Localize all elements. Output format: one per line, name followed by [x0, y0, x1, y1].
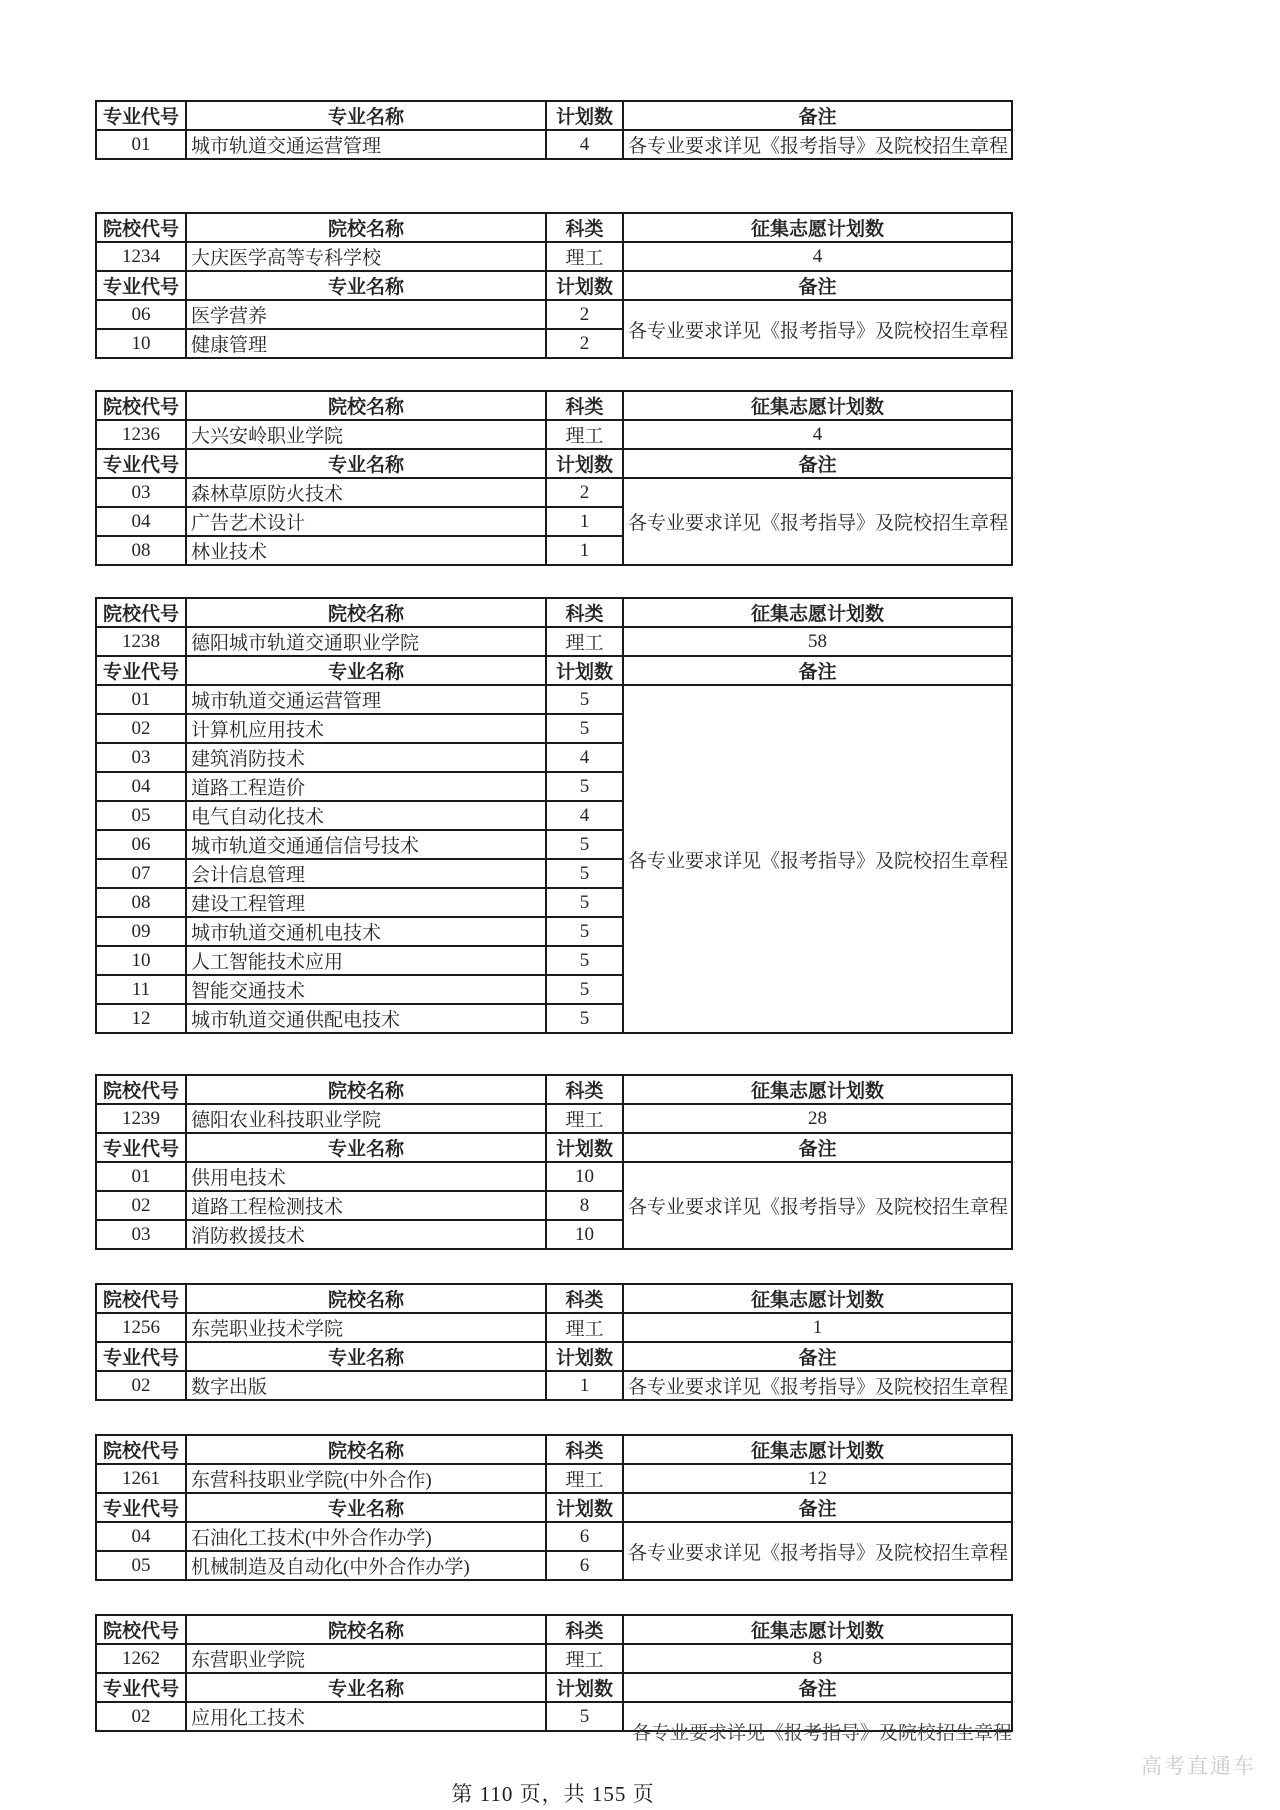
college-code-header: 院校代号: [96, 391, 186, 420]
major-header-row: [96, 1133, 1012, 1162]
college-name-header: 院校名称: [186, 1435, 546, 1464]
major-code-cell: 03: [96, 1220, 186, 1249]
college-name-cell: 大兴安岭职业学院: [186, 420, 546, 449]
collect-plan-cell: 4: [623, 420, 1012, 449]
subject-header: 科类: [546, 1284, 623, 1313]
major-code-cell: 03: [96, 743, 186, 772]
remark-cell: 各专业要求详见《报考指导》及院校招生章程: [623, 685, 1012, 1033]
collect-plan-header: 征集志愿计划数: [623, 1075, 1012, 1104]
subject-header: 科类: [546, 598, 623, 627]
major-name-cell: 建筑消防技术: [186, 743, 546, 772]
major-name-header: 专业名称: [186, 656, 546, 685]
major-header-row: [96, 271, 1012, 300]
college-code-header: 院校代号: [96, 1284, 186, 1313]
plan-cell: 1: [546, 507, 623, 536]
plan-cell: 5: [546, 830, 623, 859]
remark-header: 备注: [623, 271, 1012, 300]
major-code-cell: 11: [96, 975, 186, 1004]
plan-cell: 6: [546, 1522, 623, 1551]
plan-cell: 8: [546, 1191, 623, 1220]
major-code-cell: 03: [96, 478, 186, 507]
college-name-header: 院校名称: [186, 391, 546, 420]
college-table-1261: [95, 1434, 1013, 1581]
plan-cell: 2: [546, 478, 623, 507]
remark-header: 备注: [623, 1493, 1012, 1522]
major-name-header: 专业名称: [186, 101, 546, 130]
plan-cell: 5: [546, 975, 623, 1004]
plan-header: 计划数: [546, 1133, 623, 1162]
major-name-cell: 电气自动化技术: [186, 801, 546, 830]
plan-cell: 1: [546, 536, 623, 565]
major-row: [96, 478, 1012, 507]
college-header-row: [96, 1435, 1012, 1464]
major-code-header: 专业代号: [96, 656, 186, 685]
plan-cell: 5: [546, 1004, 623, 1033]
remark-text-clipped: 各专业要求详见《报考指导》及院校招生章程: [632, 1723, 1013, 1744]
major-code-cell: 04: [96, 1522, 186, 1551]
major-code-cell: 02: [96, 1371, 186, 1400]
major-name-cell: 建设工程管理: [186, 888, 546, 917]
major-code-cell: 05: [96, 801, 186, 830]
college-code-cell: 1261: [96, 1464, 186, 1493]
major-name-header: 专业名称: [186, 271, 546, 300]
plan-cell: 5: [546, 714, 623, 743]
college-info-row: [96, 627, 1012, 656]
subject-cell: 理工: [546, 1644, 623, 1673]
major-code-header: 专业代号: [96, 1133, 186, 1162]
major-header-row: [96, 449, 1012, 478]
major-header-row: [96, 101, 1012, 130]
remark-header: 备注: [623, 101, 1012, 130]
remark-cell-clipped: [623, 1702, 1013, 1744]
plan-cell: 5: [546, 888, 623, 917]
collect-plan-header: 征集志愿计划数: [623, 598, 1012, 627]
major-name-cell: 城市轨道交通供配电技术: [186, 1004, 546, 1033]
major-name-cell: 石油化工技术(中外合作办学): [186, 1522, 546, 1551]
college-info-row: [96, 1104, 1012, 1133]
college-name-cell: 东营科技职业学院(中外合作): [186, 1464, 546, 1493]
major-name-cell: 计算机应用技术: [186, 714, 546, 743]
major-code-cell: 10: [96, 329, 186, 358]
remark-cell: 各专业要求详见《报考指导》及院校招生章程: [623, 130, 1012, 159]
plan-cell: 10: [546, 1162, 623, 1191]
major-row: [96, 685, 1012, 714]
remark-cell: 各专业要求详见《报考指导》及院校招生章程: [623, 1522, 1012, 1580]
remark-cell: 各专业要求详见《报考指导》及院校招生章程: [623, 478, 1012, 565]
subject-header: 科类: [546, 1435, 623, 1464]
plan-cell: 5: [546, 772, 623, 801]
subject-header: 科类: [546, 1075, 623, 1104]
college-name-cell: 东莞职业技术学院: [186, 1313, 546, 1342]
major-name-cell: 城市轨道交通通信信号技术: [186, 830, 546, 859]
major-header-row: [96, 656, 1012, 685]
college-code-header: 院校代号: [96, 213, 186, 242]
collect-plan-header: 征集志愿计划数: [623, 1284, 1012, 1313]
college-code-cell: 1234: [96, 242, 186, 271]
major-name-cell: 机械制造及自动化(中外合作办学): [186, 1551, 546, 1580]
major-name-header: 专业名称: [186, 1342, 546, 1371]
major-code-header: 专业代号: [96, 271, 186, 300]
major-row: [96, 1522, 1012, 1551]
college-code-cell: 1239: [96, 1104, 186, 1133]
college-name-header: 院校名称: [186, 1615, 546, 1644]
major-name-cell: 人工智能技术应用: [186, 946, 546, 975]
plan-cell: 4: [546, 130, 623, 159]
college-name-header: 院校名称: [186, 598, 546, 627]
plan-cell: 5: [546, 685, 623, 714]
plan-cell: 5: [546, 946, 623, 975]
watermark: 高考直通车: [1141, 1754, 1256, 1778]
college-name-header: 院校名称: [186, 1284, 546, 1313]
college-code-cell: 1238: [96, 627, 186, 656]
college-info-row: [96, 420, 1012, 449]
major-name-header: 专业名称: [186, 1673, 546, 1702]
collect-plan-cell: 4: [623, 242, 1012, 271]
plan-cell: 2: [546, 300, 623, 329]
college-table-1238: [95, 597, 1013, 1034]
major-row: [96, 1702, 1012, 1731]
plan-cell: 4: [546, 801, 623, 830]
major-name-cell: 城市轨道交通运营管理: [186, 130, 546, 159]
remark-header: 备注: [623, 1342, 1012, 1371]
plan-cell: 2: [546, 329, 623, 358]
collect-plan-cell: 12: [623, 1464, 1012, 1493]
plan-header: 计划数: [546, 449, 623, 478]
collect-plan-header: 征集志愿计划数: [623, 1435, 1012, 1464]
college-name-cell: 德阳农业科技职业学院: [186, 1104, 546, 1133]
major-code-cell: 10: [96, 946, 186, 975]
subject-cell: 理工: [546, 420, 623, 449]
major-header-row: [96, 1342, 1012, 1371]
collect-plan-cell: 8: [623, 1644, 1012, 1673]
college-name-cell: 德阳城市轨道交通职业学院: [186, 627, 546, 656]
plan-cell: 10: [546, 1220, 623, 1249]
continuation-major-table: [95, 100, 1013, 160]
page-number-footer: 第 110 页，共 155 页: [451, 1782, 655, 1806]
college-name-header: 院校名称: [186, 213, 546, 242]
major-name-cell: 城市轨道交通机电技术: [186, 917, 546, 946]
remark-header: 备注: [623, 656, 1012, 685]
subject-header: 科类: [546, 213, 623, 242]
major-name-header: 专业名称: [186, 449, 546, 478]
major-code-cell: 08: [96, 888, 186, 917]
collect-plan-header: 征集志愿计划数: [623, 213, 1012, 242]
major-row: [96, 1371, 1012, 1400]
college-info-row: [96, 1644, 1012, 1673]
major-code-header: 专业代号: [96, 101, 186, 130]
plan-cell: 6: [546, 1551, 623, 1580]
college-table-1262: [95, 1614, 1013, 1744]
college-header-row: [96, 1075, 1012, 1104]
remark-cell: 各专业要求详见《报考指导》及院校招生章程: [623, 1371, 1012, 1400]
plan-header: 计划数: [546, 1342, 623, 1371]
major-name-cell: 道路工程检测技术: [186, 1191, 546, 1220]
plan-cell: 4: [546, 743, 623, 772]
major-name-cell: 会计信息管理: [186, 859, 546, 888]
college-info-row: [96, 1313, 1012, 1342]
major-name-cell: 医学营养: [186, 300, 546, 329]
college-name-header: 院校名称: [186, 1075, 546, 1104]
major-row: [96, 1162, 1012, 1191]
college-header-row: [96, 391, 1012, 420]
major-code-cell: 07: [96, 859, 186, 888]
plan-header: 计划数: [546, 1673, 623, 1702]
major-name-cell: 数字出版: [186, 1371, 546, 1400]
major-code-header: 专业代号: [96, 1493, 186, 1522]
major-name-header: 专业名称: [186, 1133, 546, 1162]
college-table-1236: [95, 390, 1013, 566]
major-code-cell: 05: [96, 1551, 186, 1580]
major-code-cell: 01: [96, 130, 186, 159]
college-table-1234: [95, 212, 1013, 359]
subject-cell: 理工: [546, 1104, 623, 1133]
major-name-cell: 供用电技术: [186, 1162, 546, 1191]
remark-header: 备注: [623, 1673, 1012, 1702]
plan-cell: 5: [546, 917, 623, 946]
major-name-cell: 智能交通技术: [186, 975, 546, 1004]
major-code-cell: 01: [96, 1162, 186, 1191]
major-code-cell: 01: [96, 685, 186, 714]
major-code-cell: 08: [96, 536, 186, 565]
plan-header: 计划数: [546, 101, 623, 130]
major-name-cell: 健康管理: [186, 329, 546, 358]
college-code-cell: 1256: [96, 1313, 186, 1342]
college-code-header: 院校代号: [96, 1435, 186, 1464]
plan-header: 计划数: [546, 656, 623, 685]
major-code-header: 专业代号: [96, 449, 186, 478]
plan-cell: 5: [546, 859, 623, 888]
major-code-cell: 02: [96, 1702, 186, 1731]
plan-cell: 1: [546, 1371, 623, 1400]
college-code-header: 院校代号: [96, 598, 186, 627]
college-name-cell: 东营职业学院: [186, 1644, 546, 1673]
remark-header: 备注: [623, 449, 1012, 478]
collect-plan-header: 征集志愿计划数: [623, 1615, 1012, 1644]
major-name-cell: 城市轨道交通运营管理: [186, 685, 546, 714]
plan-header: 计划数: [546, 1493, 623, 1522]
remark-cell: 各专业要求详见《报考指导》及院校招生章程: [623, 1162, 1012, 1249]
college-table-1256: [95, 1283, 1013, 1401]
major-code-cell: 02: [96, 1191, 186, 1220]
subject-header: 科类: [546, 1615, 623, 1644]
subject-cell: 理工: [546, 1313, 623, 1342]
major-name-cell: 森林草原防火技术: [186, 478, 546, 507]
major-code-header: 专业代号: [96, 1673, 186, 1702]
college-name-cell: 大庆医学高等专科学校: [186, 242, 546, 271]
subject-header: 科类: [546, 391, 623, 420]
collect-plan-header: 征集志愿计划数: [623, 391, 1012, 420]
major-code-cell: 12: [96, 1004, 186, 1033]
subject-cell: 理工: [546, 1464, 623, 1493]
college-code-cell: 1236: [96, 420, 186, 449]
major-code-cell: 04: [96, 772, 186, 801]
college-info-row: [96, 242, 1012, 271]
major-code-header: 专业代号: [96, 1342, 186, 1371]
college-table-1239: [95, 1074, 1013, 1250]
remark-cell: 各专业要求详见《报考指导》及院校招生章程: [623, 300, 1012, 358]
collect-plan-cell: 58: [623, 627, 1012, 656]
college-code-cell: 1262: [96, 1644, 186, 1673]
major-name-header: 专业名称: [186, 1493, 546, 1522]
major-code-cell: 04: [96, 507, 186, 536]
major-name-cell: 道路工程造价: [186, 772, 546, 801]
college-header-row: [96, 213, 1012, 242]
major-row: [96, 300, 1012, 329]
subject-cell: 理工: [546, 242, 623, 271]
major-code-cell: 02: [96, 714, 186, 743]
plan-cell: 5: [546, 1702, 623, 1731]
major-header-row: [96, 1673, 1012, 1702]
collect-plan-cell: 28: [623, 1104, 1012, 1133]
major-row: [96, 130, 1012, 159]
major-code-cell: 06: [96, 830, 186, 859]
major-header-row: [96, 1493, 1012, 1522]
major-name-cell: 林业技术: [186, 536, 546, 565]
major-name-cell: 广告艺术设计: [186, 507, 546, 536]
tables-area: [95, 100, 1011, 1808]
college-header-row: [96, 598, 1012, 627]
major-name-cell: 消防救援技术: [186, 1220, 546, 1249]
major-code-cell: 06: [96, 300, 186, 329]
college-code-header: 院校代号: [96, 1615, 186, 1644]
college-header-row: [96, 1615, 1012, 1644]
collect-plan-cell: 1: [623, 1313, 1012, 1342]
major-name-cell: 应用化工技术: [186, 1702, 546, 1731]
remark-header: 备注: [623, 1133, 1012, 1162]
college-header-row: [96, 1284, 1012, 1313]
college-info-row: [96, 1464, 1012, 1493]
plan-header: 计划数: [546, 271, 623, 300]
college-code-header: 院校代号: [96, 1075, 186, 1104]
subject-cell: 理工: [546, 627, 623, 656]
major-code-cell: 09: [96, 917, 186, 946]
